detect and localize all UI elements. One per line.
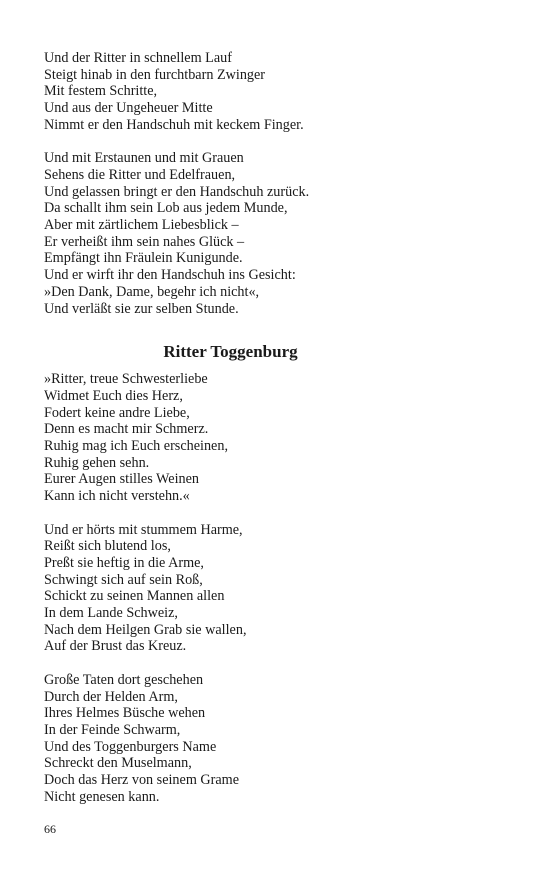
page-number: 66	[44, 822, 56, 836]
verse-line: Und aus der Ungeheuer Mitte	[44, 100, 213, 117]
verse-line: Aber mit zärtlichem Liebesblick –	[44, 217, 239, 234]
verse-line: Ihres Helmes Büsche wehen	[44, 705, 206, 722]
verse-line: Sehens die Ritter und Edelfrauen,	[44, 166, 236, 183]
verse-line: Große Taten dort geschehen	[44, 671, 204, 688]
verse-line: Schwingt sich auf sein Roß,	[44, 571, 203, 588]
verse-line: Schickt zu seinen Mannen allen	[44, 588, 225, 605]
verse-line: Und er wirft ihr den Handschuh ins Gesicht:	[44, 267, 296, 284]
verse-line: »Ritter, treue Schwesterliebe	[44, 371, 208, 388]
verse-line: In dem Lande Schweiz,	[44, 605, 178, 622]
verse-line: Nimmt er den Handschuh mit keckem Finger.	[44, 116, 304, 133]
verse-line: Ruhig mag ich Euch erscheinen,	[44, 438, 228, 455]
verse-line: Und der Ritter in schnellem Lauf	[44, 50, 232, 66]
stanza	[44, 672, 514, 806]
verse-line: Mit festem Schritte,	[44, 83, 158, 100]
verse-line: In der Feinde Schwarm,	[44, 721, 181, 738]
book-page	[44, 50, 514, 805]
verse-line: Und verläßt sie zur selben Stunde.	[44, 300, 239, 317]
verse-line: Auf der Brust das Kreuz.	[44, 638, 187, 655]
verse-line: Preßt sie heftig in die Arme,	[44, 554, 204, 571]
stanza-gap	[44, 134, 514, 151]
stanza	[44, 522, 514, 656]
verse-line: Empfängt ihn Fräulein Kunigunde.	[44, 250, 243, 267]
stanza	[44, 150, 514, 317]
verse-line: Durch der Helden Arm,	[44, 688, 178, 705]
stanza	[44, 50, 514, 134]
verse-line: Fodert keine andre Liebe,	[44, 404, 190, 421]
verse-line: Steigt hinab in den furchtbarn Zwinger	[44, 66, 266, 83]
verse-line: Da schallt ihm sein Lob aus jedem Munde,	[44, 200, 288, 217]
verse-line: Denn es macht mir Schmerz.	[44, 421, 209, 438]
verse-line: Er verheißt ihm sein nahes Glück –	[44, 233, 245, 250]
stanza-gap	[44, 505, 514, 522]
stanza-gap	[44, 655, 514, 672]
verse-line: Doch das Herz von seinem Grame	[44, 772, 240, 789]
verse-line: Widmet Euch dies Herz,	[44, 387, 183, 404]
verse-line: Nach dem Heilgen Grab sie wallen,	[44, 621, 247, 638]
verse-line: Und des Toggenburgers Name	[44, 738, 217, 755]
verse-line: Reißt sich blutend los,	[44, 538, 171, 555]
poem-title: Ritter Toggenburg	[163, 342, 298, 362]
verse-line: Und mit Erstaunen und mit Grauen	[44, 150, 244, 167]
verse-line: Eurer Augen stilles Weinen	[44, 471, 200, 488]
verse-line: Und er hörts mit stummem Harme,	[44, 521, 243, 538]
verse-line: »Den Dank, Dame, begehr ich nicht«,	[44, 283, 260, 300]
verse-line: Nicht genesen kann.	[44, 788, 160, 805]
verse-line: Schreckt den Muselmann,	[44, 755, 192, 772]
verse-line: Und gelassen bringt er den Handschuh zurück.	[44, 183, 310, 200]
verse-line: Ruhig gehen sehn.	[44, 454, 150, 471]
stanza	[44, 371, 514, 505]
verse-line: Kann ich nicht verstehn.«	[44, 488, 190, 505]
